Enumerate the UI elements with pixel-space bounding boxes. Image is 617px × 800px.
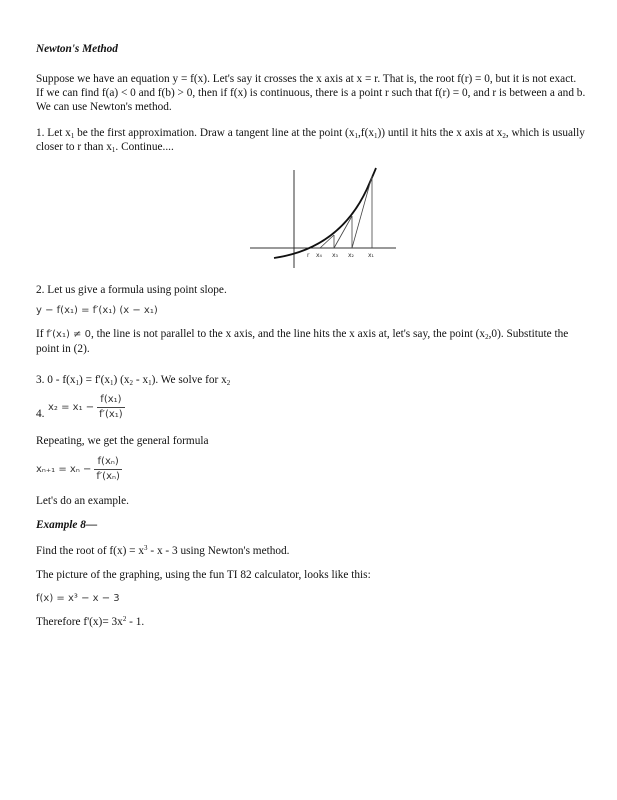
- derivative-nonzero-condition: f′(x₁) ≠ 0: [46, 329, 91, 340]
- general-formula-numerator: f(xₙ): [94, 455, 122, 470]
- tangent-line-1: [352, 176, 372, 248]
- function-definition: f(x) = x³ − x − 3: [36, 593, 120, 604]
- general-formula-fraction: [94, 455, 122, 484]
- newton-method-graph: [248, 158, 398, 270]
- step-1-paragraph: 1. Let $x_1$ be the first approximation. Draw a tangent line at the point $(x_1,f(x_1))$ until it hits the x axis at $x_2$, which is usually closer to r than $x_1$. Continue....: [36, 127, 585, 154]
- general-formula-denominator: f′(xₙ): [96, 471, 120, 482]
- step-2-paragraph: 2. Let us give a formula using point slope.: [36, 284, 227, 296]
- step-3-paragraph: 3. $0 - f(x_1) = f'(x_1)$ $(x_2 - x_1)$. We solve for $x_2$: [36, 374, 231, 387]
- example-title: Example 8—: [36, 519, 98, 531]
- general-formula: [36, 455, 586, 484]
- find-root-paragraph: Find the root of $f(x) = x^3 - x - 3$ using Newton's method.: [36, 544, 290, 557]
- example-intro: Let's do an example.: [36, 495, 130, 507]
- step-4-lhs: x₂ = x₁ −: [48, 401, 95, 413]
- label-x3: x₃: [332, 252, 338, 259]
- repeating-paragraph: Repeating, we get the general formula: [36, 435, 209, 447]
- function-curve: [274, 168, 376, 258]
- label-x1: x₁: [368, 252, 374, 259]
- derivative-paragraph: Therefore $f'(x)= 3x^2 - 1$.: [36, 615, 145, 628]
- step-4-label: 4.: [36, 408, 45, 420]
- step-4-denominator: f′(x₁): [99, 409, 123, 420]
- general-formula-lhs: xₙ₊₁ = xₙ −: [36, 463, 92, 475]
- point-slope-equation: y − f(x₁) = f′(x₁) (x − x₁): [36, 305, 158, 316]
- label-x4: x₄: [316, 252, 322, 259]
- section-title: Newton's Method: [36, 43, 118, 55]
- step-4-numerator: f(x₁): [97, 393, 125, 408]
- step-4-fraction: [97, 393, 125, 422]
- label-r: r: [307, 252, 310, 259]
- label-x2: x₂: [348, 252, 354, 259]
- intro-paragraph: Suppose we have an equation y = f(x). Let's say it crosses the x axis at x = r. That is, the root f(r) = 0, but it is not exact. If we can find f(a) < 0 and f(b) > 0, then if f(x) is continuous, there is a point r such that f(r) = 0, and r is between a and b. We can use Newton's method.: [36, 73, 586, 113]
- tangent-line-2: [334, 216, 352, 248]
- picture-description: The picture of the graphing, using the fun TI 82 calculator, looks like this:: [36, 569, 371, 581]
- nonparallel-paragraph: If f′(x₁) ≠ 0, the line is not parallel to the x axis, and the line hits the x axis at, let's say, the point $(x_2,0)$. Substitute the point in (2).: [36, 328, 569, 355]
